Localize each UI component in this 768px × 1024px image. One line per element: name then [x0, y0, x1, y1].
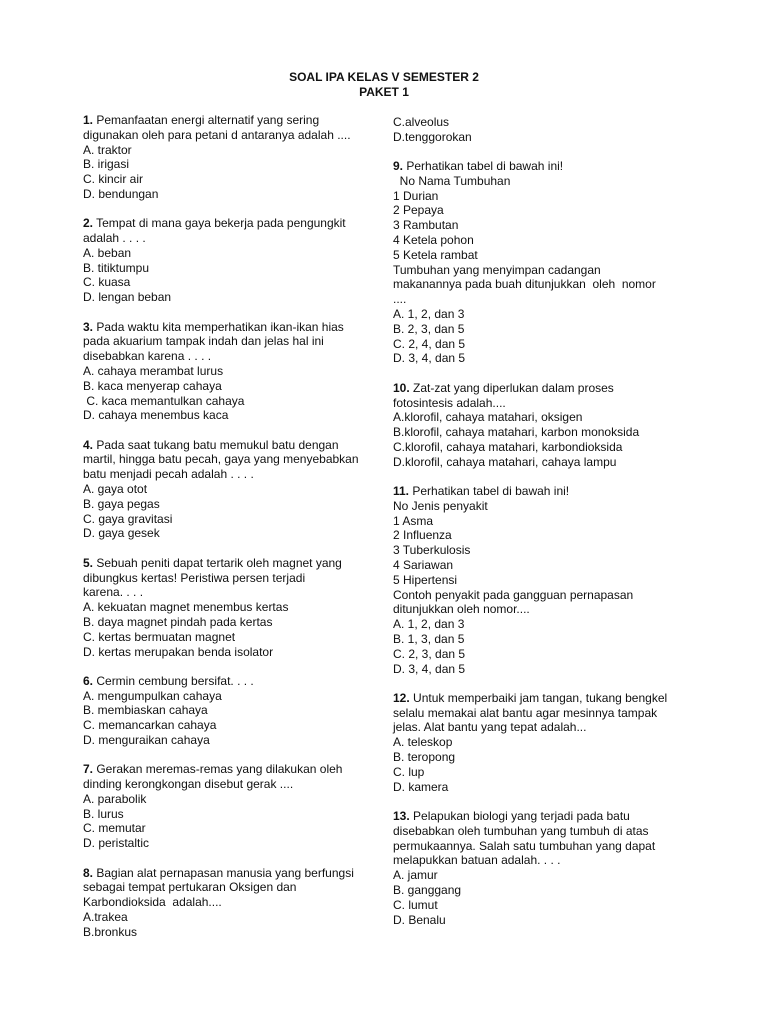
- answer-option: C. kaca memantulkan cahaya: [83, 393, 245, 408]
- answer-option: D.klorofil, cahaya matahari, cahaya lampu: [393, 454, 617, 469]
- question-text: digunakan oleh para petani d antaranya adalah ....: [83, 127, 351, 142]
- question-number: 7.: [83, 762, 94, 777]
- question-text: dibungkus kertas! Peristiwa persen terjadi: [83, 570, 306, 585]
- answer-option: C.klorofil, cahaya matahari, karbondioksida: [393, 439, 623, 454]
- answer-option: B. titiktumpu: [83, 260, 150, 275]
- answer-option: A.klorofil, cahaya matahari, oksigen: [393, 410, 583, 425]
- question-text: karena. . . .: [83, 585, 144, 600]
- question-number: 3.: [83, 319, 94, 334]
- question-text: 3. Pada waktu kita memperhatikan ikan-ikan hias: [83, 319, 344, 334]
- question-text: Contoh penyakit pada gangguan pernapasan: [393, 587, 634, 602]
- answer-option: A. parabolik: [83, 791, 147, 806]
- answer-option: A. 1, 2, dan 3: [393, 617, 465, 632]
- answer-option: D. kertas merupakan benda isolator: [83, 644, 274, 659]
- question-text: 10. Zat-zat yang diperlukan dalam proses: [393, 380, 614, 395]
- answer-option: B. ganggang: [393, 882, 462, 897]
- question-text: permukaannya. Salah satu tumbuhan yang dapat: [393, 838, 656, 853]
- question-number: 2.: [83, 216, 94, 231]
- question-block: [393, 159, 693, 366]
- answer-option: D. gaya gesek: [83, 526, 160, 541]
- question-text: sebagai tempat pertukaran Oksigen dan: [83, 880, 297, 895]
- question-number: 13.: [393, 808, 410, 823]
- answer-option: A. jamur: [393, 868, 438, 883]
- question-text: 5 Hipertensi: [393, 572, 458, 587]
- question-block: [393, 115, 693, 145]
- question-block: [393, 809, 693, 927]
- answer-option: D. kamera: [393, 779, 449, 794]
- answer-option: B. membiaskan cahaya: [83, 703, 208, 718]
- question-block: [83, 762, 378, 851]
- answer-option: D.tenggorokan: [393, 129, 472, 144]
- question-text: batu menjadi pecah adalah . . . .: [83, 467, 254, 482]
- question-block: [83, 438, 378, 542]
- answer-option: B. daya magnet pindah pada kertas: [83, 614, 273, 629]
- answer-option: A. 1, 2, dan 3: [393, 307, 465, 322]
- question-text: 4 Ketela pohon: [393, 233, 474, 248]
- question-block: [393, 381, 693, 470]
- question-text: 2. Tempat di mana gaya bekerja pada pengungkit: [83, 216, 346, 231]
- question-number: 11.: [393, 484, 410, 499]
- question-block: [83, 216, 378, 305]
- question-block: [83, 556, 378, 660]
- question-text: 5 Ketela rambat: [393, 247, 478, 262]
- question-block: [83, 674, 378, 748]
- question-text: Karbondioksida adalah....: [83, 895, 222, 910]
- question-text: martil, hingga batu pecah, gaya yang menyebabkan: [83, 452, 359, 467]
- question-number: 12.: [393, 690, 410, 705]
- question-block: [393, 484, 693, 676]
- question-number: 9.: [393, 159, 404, 174]
- question-text: ....: [393, 292, 407, 307]
- answer-option: D. cahaya menembus kaca: [83, 408, 229, 423]
- answer-option: A. beban: [83, 245, 132, 260]
- question-text: 4. Pada saat tukang batu memukul batu dengan: [83, 437, 339, 452]
- question-number: 4.: [83, 437, 94, 452]
- page-title: SOAL IPA KELAS V SEMESTER 2: [289, 70, 479, 84]
- answer-option: C. gaya gravitasi: [83, 511, 173, 526]
- question-text: jelas. Alat bantu yang tepat adalah...: [393, 720, 587, 735]
- answer-option: B. irigasi: [83, 157, 130, 172]
- question-block: [393, 691, 693, 795]
- question-text: 6. Cermin cembung bersifat. . . .: [83, 673, 254, 688]
- answer-option: D. menguraikan cahaya: [83, 732, 210, 747]
- answer-option: D. lengan beban: [83, 290, 172, 305]
- question-number: 6.: [83, 673, 94, 688]
- answer-option: A. mengumpulkan cahaya: [83, 688, 222, 703]
- question-text: dinding kerongkongan disebut gerak ....: [83, 777, 294, 792]
- answer-option: C. kincir air: [83, 172, 144, 187]
- question-text: 2 Pepaya: [393, 203, 444, 218]
- answer-option: D. peristaltic: [83, 836, 150, 851]
- question-text: selalu memakai alat bantu agar mesinnya tampak: [393, 705, 658, 720]
- question-number: 10.: [393, 380, 410, 395]
- answer-option: C. 2, 4, dan 5: [393, 336, 466, 351]
- answer-option: A. traktor: [83, 142, 132, 157]
- answer-option: D. 3, 4, dan 5: [393, 351, 466, 366]
- question-text: pada akuarium tampak indah dan jelas hal ini: [83, 334, 324, 349]
- question-text: No Jenis penyakit: [393, 498, 488, 513]
- question-text: makanannya pada buah ditunjukkan oleh nomor: [393, 277, 656, 292]
- answer-option: A. gaya otot: [83, 482, 148, 497]
- answer-option: A. cahaya merambat lurus: [83, 363, 224, 378]
- answer-option: C. 2, 3, dan 5: [393, 646, 466, 661]
- question-text: 12. Untuk memperbaiki jam tangan, tukang bengkel: [393, 690, 668, 705]
- answer-option: C. kuasa: [83, 275, 131, 290]
- question-number: 5.: [83, 555, 94, 570]
- answer-option: A. kekuatan magnet menembus kertas: [83, 600, 289, 615]
- answer-option: B. lurus: [83, 806, 124, 821]
- answer-option: B. kaca menyerap cahaya: [83, 378, 222, 393]
- question-block: [83, 320, 378, 424]
- answer-option: A. teleskop: [393, 735, 453, 750]
- answer-option: D. 3, 4, dan 5: [393, 661, 466, 676]
- question-block: [83, 866, 378, 940]
- question-text: ditunjukkan oleh nomor....: [393, 602, 530, 617]
- answer-option: A.trakea: [83, 909, 128, 924]
- question-text: 3 Rambutan: [393, 218, 459, 233]
- question-text: 2 Influenza: [393, 528, 452, 543]
- question-text: 13. Pelapukan biologi yang terjadi pada batu: [393, 808, 630, 823]
- question-text: disebabkan oleh tumbuhan yang tumbuh di atas: [393, 823, 649, 838]
- question-text: 1. Pemanfaatan energi alternatif yang sering: [83, 113, 320, 127]
- question-text: 8. Bagian alat pernapasan manusia yang berfungsi: [83, 865, 354, 880]
- question-text: melapukkan batuan adalah. . . .: [393, 853, 561, 868]
- answer-option: C. lumut: [393, 897, 438, 912]
- question-text: 1 Asma: [393, 513, 434, 528]
- question-text: 11. Perhatikan tabel di bawah ini!: [393, 484, 570, 499]
- answer-option: C. kertas bermuatan magnet: [83, 629, 236, 644]
- answer-option: B. 1, 3, dan 5: [393, 632, 465, 646]
- left-column: [83, 113, 378, 954]
- question-text: 3 Tuberkulosis: [393, 543, 471, 558]
- question-text: adalah . . . .: [83, 231, 146, 246]
- question-text: 4 Sariawan: [393, 558, 454, 573]
- question-text: Tumbuhan yang menyimpan cadangan: [393, 262, 601, 277]
- answer-option: B.bronkus: [83, 924, 138, 939]
- answer-option: C. memancarkan cahaya: [83, 718, 217, 733]
- question-text: 7. Gerakan meremas-remas yang dilakukan oleh: [83, 762, 343, 777]
- question-text: fotosintesis adalah....: [393, 395, 506, 410]
- question-text: 9. Perhatikan tabel di bawah ini!: [393, 159, 564, 174]
- answer-option: B. 2, 3, dan 5: [393, 321, 465, 336]
- answer-option: B.klorofil, cahaya matahari, karbon monoksida: [393, 425, 640, 440]
- question-block: [83, 113, 378, 202]
- answer-option: C. lup: [393, 764, 425, 779]
- answer-option: B. teropong: [393, 750, 456, 765]
- answer-option: D. Benalu: [393, 912, 446, 927]
- question-text: No Nama Tumbuhan: [393, 173, 511, 188]
- question-text: disebabkan karena . . . .: [83, 349, 212, 364]
- question-text: 5. Sebuah peniti dapat tertarik oleh magnet yang: [83, 555, 342, 570]
- question-number: 8.: [83, 865, 94, 880]
- answer-option: C. memutar: [83, 821, 146, 836]
- answer-option: C.alveolus: [393, 115, 450, 129]
- answer-option: B. gaya pegas: [83, 496, 160, 511]
- question-text: 1 Durian: [393, 188, 439, 203]
- page-subtitle: PAKET 1: [359, 85, 409, 99]
- right-column: [393, 115, 693, 942]
- question-number: 1.: [83, 113, 94, 127]
- answer-option: D. bendungan: [83, 186, 159, 201]
